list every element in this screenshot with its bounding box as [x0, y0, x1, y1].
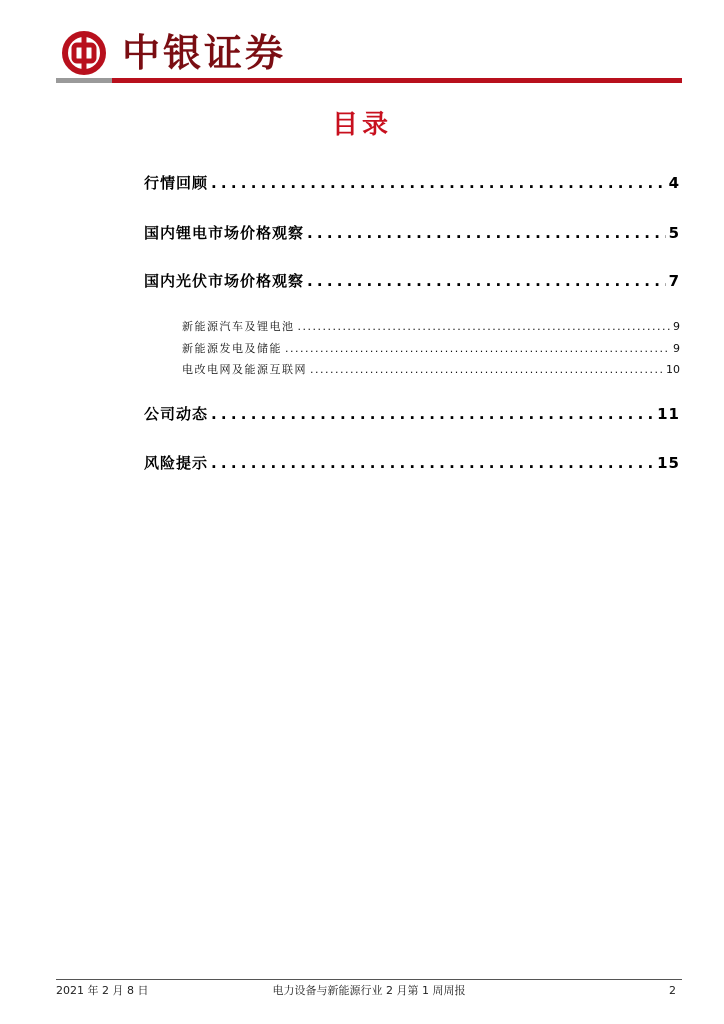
- toc-dot-leader: [310, 363, 663, 376]
- toc-entry-lithium-price[interactable]: [144, 222, 680, 246]
- toc-entry-page: 11: [657, 405, 680, 423]
- toc-entry-label: 电改电网及能源互联网: [182, 363, 307, 376]
- toc-entry-label: 行情回顾: [144, 174, 209, 192]
- toc-entry-label: 国内光伏市场价格观察: [144, 272, 305, 290]
- toc-dot-leader: [211, 174, 666, 192]
- toc-entry-label: 国内锂电市场价格观察: [144, 224, 305, 242]
- toc-entry-page: 5: [668, 224, 680, 242]
- footer-date: 2021 年 2 月 8 日: [56, 984, 149, 997]
- toc-title: 目录: [331, 110, 392, 140]
- toc-entry-page: 9: [673, 342, 680, 355]
- header-rule-red: [112, 78, 682, 83]
- toc-dot-leader: [211, 454, 654, 472]
- toc-entry-label: 新能源发电及储能: [182, 342, 282, 355]
- brand-name: 中银证券: [122, 30, 287, 75]
- header-rule-gray: [56, 78, 112, 83]
- footer-report-title: 电力设备与新能源行业 2 月第 1 周周报: [272, 984, 466, 997]
- toc-entry-page: 10: [666, 363, 680, 376]
- toc-entry-page: 7: [668, 272, 680, 290]
- toc-dot-leader: [285, 342, 670, 355]
- toc-entry-page: 4: [668, 174, 680, 192]
- toc-entry-market-review[interactable]: [144, 172, 680, 196]
- toc-entry-grid-reform[interactable]: [182, 361, 680, 379]
- toc-entry-page: 15: [657, 454, 680, 472]
- toc-entry-company-news[interactable]: [144, 403, 680, 427]
- toc-entry-renewable-storage[interactable]: [182, 340, 680, 358]
- toc-entry-pv-price[interactable]: [144, 270, 680, 294]
- toc-entry-label: 新能源汽车及锂电池: [182, 320, 295, 333]
- toc-entry-risk-warning[interactable]: [144, 452, 680, 476]
- toc-dot-leader: [307, 224, 666, 242]
- footer-rule: [56, 979, 682, 980]
- footer-page-number: 2: [669, 984, 676, 997]
- toc-dot-leader: [298, 320, 671, 333]
- toc-dot-leader: [211, 405, 654, 423]
- bank-of-china-logo-icon: [61, 30, 107, 76]
- page-header: [56, 28, 682, 84]
- toc-dot-leader: [307, 272, 666, 290]
- toc-entry-label: 公司动态: [144, 405, 209, 423]
- toc-entry-ev-battery[interactable]: [182, 318, 680, 336]
- toc-entry-page: 9: [673, 320, 680, 333]
- toc-entry-label: 风险提示: [144, 454, 209, 472]
